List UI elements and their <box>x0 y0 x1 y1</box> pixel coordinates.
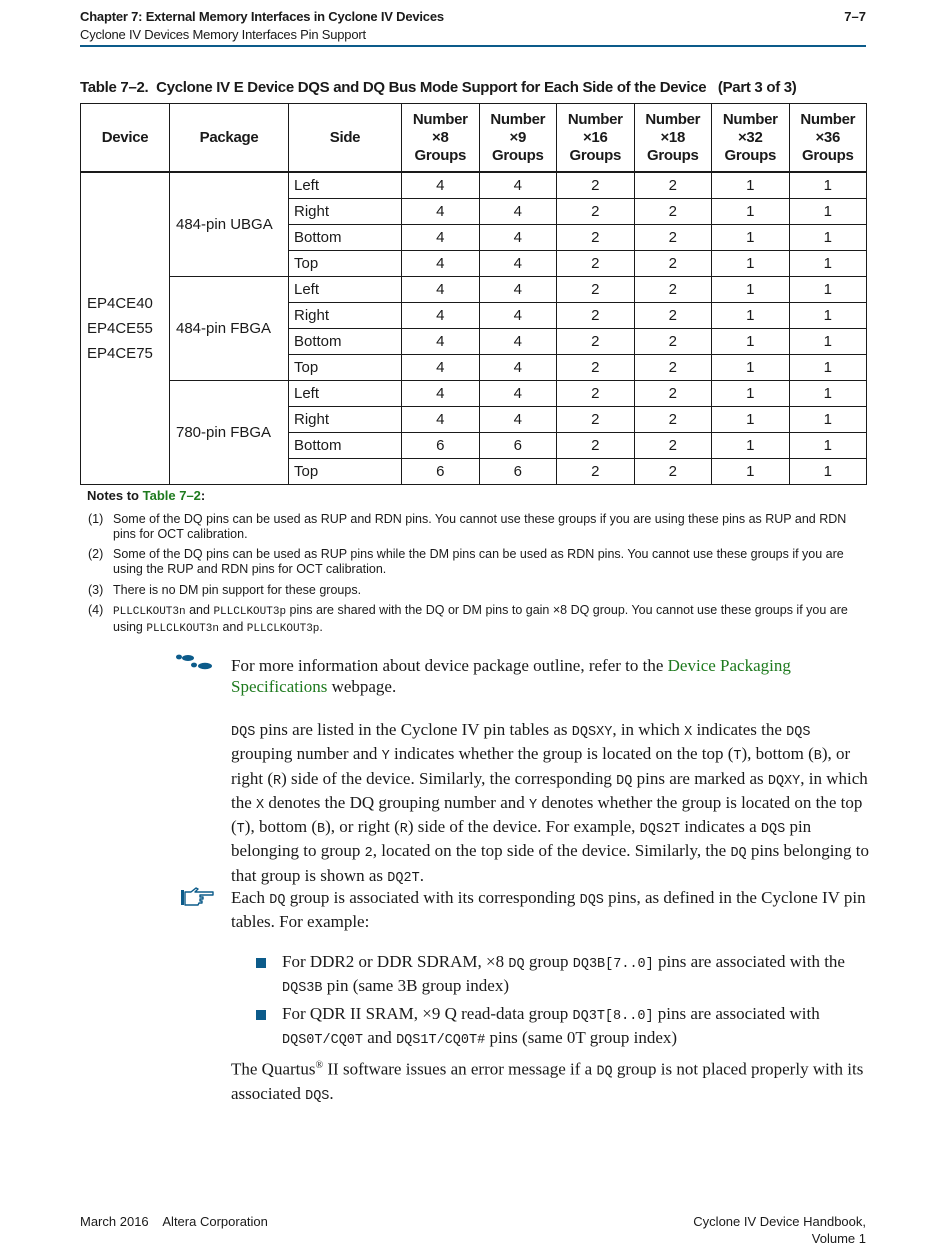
group-count-cell: 2 <box>634 355 712 381</box>
group-count-cell: 6 <box>402 459 480 485</box>
group-count-cell: 1 <box>712 172 790 199</box>
group-count-cell: 2 <box>634 381 712 407</box>
side-cell: Right <box>289 303 402 329</box>
group-count-cell: 2 <box>557 355 635 381</box>
group-count-cell: 1 <box>789 172 867 199</box>
group-count-cell: 1 <box>712 459 790 485</box>
group-count-cell: 1 <box>712 199 790 225</box>
side-cell: Left <box>289 172 402 199</box>
group-count-cell: 4 <box>402 407 480 433</box>
group-count-cell: 2 <box>557 329 635 355</box>
page-number: 7–7 <box>844 9 866 24</box>
group-count-cell: 1 <box>789 381 867 407</box>
side-cell: Left <box>289 277 402 303</box>
group-count-cell: 1 <box>789 407 867 433</box>
group-count-cell: 1 <box>789 459 867 485</box>
note-4: (4) PLLCLKOUT3n and PLLCLKOUT3p pins are shared with the DQ or DM pins to gain ×8 DQ group. You cannot use these groups if you are using PLLCLKOUT3n and PLLCLKOUT3p. <box>88 603 848 635</box>
bullet-ddr2: For DDR2 or DDR SDRAM, ×8 DQ group DQ3B[7..0] pins are associated with the DQS3B pin (same 3B group index) <box>282 952 845 997</box>
quartus-paragraph: The Quartus® II software issues an error message if a DQ group is not placed properly with its associated DQS. <box>231 1059 864 1104</box>
header-x9: Number ×9 Groups <box>479 104 557 173</box>
package-cell: 484-pin FBGA <box>170 277 289 381</box>
pointing-hand-icon <box>180 886 216 908</box>
table-row <box>81 172 867 199</box>
group-count-cell: 2 <box>634 251 712 277</box>
table-header-row <box>81 104 867 173</box>
group-count-cell: 1 <box>712 225 790 251</box>
footer-volume: Volume 1 <box>811 1231 866 1246</box>
group-count-cell: 2 <box>634 199 712 225</box>
group-count-cell: 4 <box>402 225 480 251</box>
group-count-cell: 2 <box>557 225 635 251</box>
group-count-cell: 1 <box>789 303 867 329</box>
group-count-cell: 2 <box>557 172 635 199</box>
device-cell <box>81 172 170 485</box>
header-device: Device <box>81 104 170 173</box>
side-cell: Right <box>289 407 402 433</box>
note-1: (1) Some of the DQ pins can be used as RUP and RDN pins. You cannot use these groups if you are using these pins as RUP and RDN pins for OCT calibration. <box>88 512 847 541</box>
group-count-cell: 2 <box>634 459 712 485</box>
header-rule <box>80 45 866 47</box>
side-cell: Top <box>289 251 402 277</box>
group-count-cell: 1 <box>789 199 867 225</box>
device-name: EP4CE40 <box>87 295 153 312</box>
device-name: EP4CE75 <box>87 345 153 362</box>
section-title: Cyclone IV Devices Memory Interfaces Pin Support <box>80 27 366 42</box>
group-count-cell: 2 <box>557 407 635 433</box>
bullet-qdr2: For QDR II SRAM, ×9 Q read-data group DQ3T[8..0] pins are associated with DQS0T/CQ0T and DQS1T/CQ0T# pins (same 0T group index) <box>282 1004 820 1049</box>
group-count-cell: 1 <box>712 251 790 277</box>
bullet-marker <box>256 958 266 968</box>
group-count-cell: 1 <box>712 381 790 407</box>
note-paragraph: Each DQ group is associated with its corresponding DQS pins, as defined in the Cyclone IV pin tables. For example: <box>231 888 866 932</box>
group-count-cell: 4 <box>402 329 480 355</box>
group-count-cell: 2 <box>557 381 635 407</box>
header-x18: Number ×18 Groups <box>634 104 712 173</box>
dq-support-table <box>80 103 867 485</box>
group-count-cell: 2 <box>634 303 712 329</box>
group-count-cell: 4 <box>402 277 480 303</box>
package-cell: 484-pin UBGA <box>170 172 289 277</box>
notes-title: Notes to Table 7–2: <box>87 488 206 503</box>
group-count-cell: 6 <box>479 459 557 485</box>
package-cell: 780-pin FBGA <box>170 381 289 485</box>
device-packaging-link[interactable]: Device Packaging Specifications <box>231 656 791 697</box>
side-cell: Top <box>289 459 402 485</box>
group-count-cell: 2 <box>557 433 635 459</box>
group-count-cell: 1 <box>712 277 790 303</box>
group-count-cell: 4 <box>479 277 557 303</box>
group-count-cell: 4 <box>402 303 480 329</box>
side-cell: Bottom <box>289 433 402 459</box>
group-count-cell: 1 <box>789 277 867 303</box>
group-count-cell: 1 <box>712 355 790 381</box>
group-count-cell: 4 <box>479 251 557 277</box>
group-count-cell: 4 <box>479 407 557 433</box>
device-name: EP4CE55 <box>87 320 153 337</box>
group-count-cell: 1 <box>712 329 790 355</box>
group-count-cell: 4 <box>479 303 557 329</box>
header-x36: Number ×36 Groups <box>789 104 867 173</box>
bullet-marker <box>256 1010 266 1020</box>
group-count-cell: 4 <box>479 355 557 381</box>
side-cell: Top <box>289 355 402 381</box>
header-side: Side <box>289 104 402 173</box>
group-count-cell: 4 <box>479 381 557 407</box>
group-count-cell: 4 <box>402 381 480 407</box>
group-count-cell: 2 <box>557 303 635 329</box>
group-count-cell: 2 <box>634 225 712 251</box>
group-count-cell: 1 <box>712 407 790 433</box>
group-count-cell: 4 <box>479 172 557 199</box>
group-count-cell: 2 <box>557 199 635 225</box>
group-count-cell: 1 <box>712 433 790 459</box>
group-count-cell: 1 <box>789 329 867 355</box>
table-row <box>81 381 867 407</box>
group-count-cell: 2 <box>634 329 712 355</box>
footer-date-company: March 2016 Altera Corporation <box>80 1214 268 1229</box>
group-count-cell: 4 <box>479 199 557 225</box>
side-cell: Left <box>289 381 402 407</box>
info-paragraph: For more information about device package outline, refer to the Device Packaging Specifications webpage. <box>231 656 791 697</box>
group-count-cell: 4 <box>402 172 480 199</box>
group-count-cell: 1 <box>789 355 867 381</box>
header-x16: Number ×16 Groups <box>557 104 635 173</box>
table-row <box>81 277 867 303</box>
note-2: (2) Some of the DQ pins can be used as RUP pins while the DM pins can be used as RDN pins. You cannot use these groups if you are using the RUP and RDN pins for OCT calibration. <box>88 547 844 576</box>
group-count-cell: 2 <box>557 459 635 485</box>
header-x8: Number ×8 Groups <box>402 104 480 173</box>
side-cell: Bottom <box>289 225 402 251</box>
group-count-cell: 1 <box>789 225 867 251</box>
header-x32: Number ×32 Groups <box>712 104 790 173</box>
group-count-cell: 1 <box>712 303 790 329</box>
header-package: Package <box>170 104 289 173</box>
dqs-paragraph: DQS pins are listed in the Cyclone IV pin tables as DQSXY, in which X indicates the DQS grouping number and Y indicates whether the group is located on the top (T), bottom (B), or right (R) side of the device. Similarly, the corresponding DQ pins are marked as DQXY, in which the X denotes the DQ grouping number and Y denotes whether the group is located on the top (T), bottom (B), or right (R) side of the device. For example, DQS2T indicates a DQS pin belonging to group 2, located on the top side of the device. Similarly, the DQ pins belonging to that group is shown as DQ2T. <box>231 720 869 886</box>
group-count-cell: 4 <box>402 355 480 381</box>
group-count-cell: 4 <box>479 329 557 355</box>
group-count-cell: 6 <box>402 433 480 459</box>
group-count-cell: 2 <box>634 277 712 303</box>
group-count-cell: 2 <box>557 251 635 277</box>
side-cell: Bottom <box>289 329 402 355</box>
table-ref-link[interactable]: Table 7–2 <box>142 488 201 503</box>
group-count-cell: 2 <box>557 277 635 303</box>
group-count-cell: 4 <box>402 251 480 277</box>
group-count-cell: 2 <box>634 433 712 459</box>
group-count-cell: 2 <box>634 172 712 199</box>
chapter-title: Chapter 7: External Memory Interfaces in Cyclone IV Devices <box>80 9 444 24</box>
group-count-cell: 1 <box>789 251 867 277</box>
note-3: (3) There is no DM pin support for these groups. <box>88 583 362 597</box>
group-count-cell: 4 <box>402 199 480 225</box>
group-count-cell: 2 <box>634 407 712 433</box>
group-count-cell: 4 <box>479 225 557 251</box>
footer-handbook-title: Cyclone IV Device Handbook, <box>693 1214 866 1229</box>
table-caption: Table 7–2. Cyclone IV E Device DQS and DQ Bus Mode Support for Each Side of the Device (Part 3 of 3) <box>80 79 797 96</box>
group-count-cell: 6 <box>479 433 557 459</box>
side-cell: Right <box>289 199 402 225</box>
footprints-icon <box>175 653 217 675</box>
group-count-cell: 1 <box>789 433 867 459</box>
